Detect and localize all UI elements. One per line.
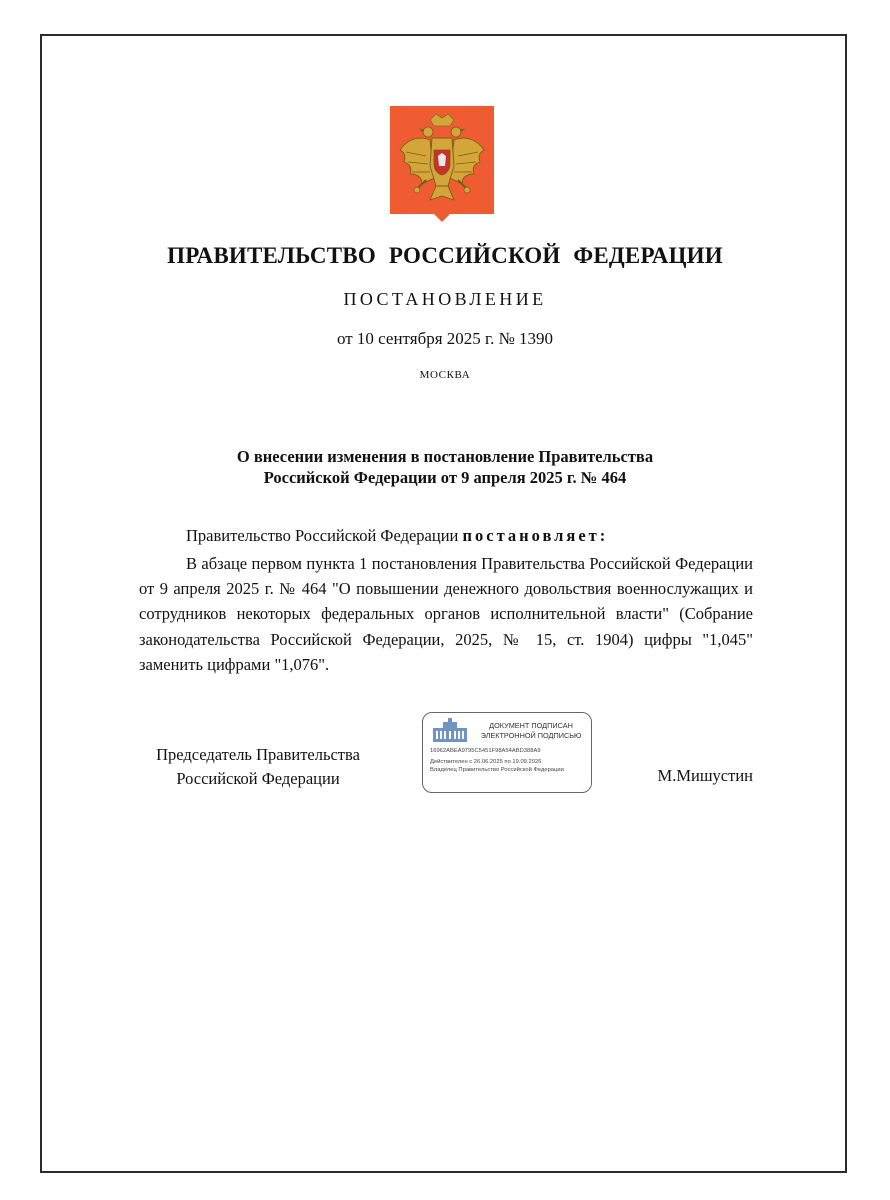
document-date-number: от 10 сентября 2025 г. № 1390 — [336, 329, 554, 348]
stamp-owner: Владелец Правительство Российской Федерации — [430, 767, 564, 773]
signer-title-line: Российской Федерации — [176, 769, 340, 788]
stamp-certificate: 16962ABEA9795C5451F98A54ABD388A9 — [430, 748, 541, 754]
signer-title-line: Председатель Правительства — [156, 745, 360, 764]
decree-word: постановляет: — [462, 526, 609, 545]
document-subject — [0, 446, 890, 488]
government-building-icon — [431, 718, 469, 744]
body-paragraph: В абзаце первом пункта 1 постановления Правительства Российской Федерации от 9 апреля 2025 г. № 464 "О повышении денежного довольствия военнослужащих и сотрудников некоторых федеральных органов исполнительной власти" (Собрание законодательства Российской Федерации, 2025, № 15, ст. 1904) цифры "1,045" заменить цифрами "1,076". — [139, 554, 753, 674]
preamble — [186, 526, 608, 546]
subject-line: О внесении изменения в постановление Правительства — [236, 447, 654, 466]
document-type: ПОСТАНОВЛЕНИЕ — [343, 289, 547, 309]
signer-title — [130, 743, 386, 791]
preamble-lead: Правительство Российской Федерации — [186, 526, 459, 545]
stamp-validity: Действителен с 26.06.2025 по 19.09.2026 — [430, 759, 542, 765]
russian-coat-of-arms-icon — [390, 106, 494, 224]
subject-line: Российской Федерации от 9 апреля 2025 г. № 464 — [263, 468, 627, 487]
stamp-header: ДОКУМЕНТ ПОДПИСАН ЭЛЕКТРОННОЙ ПОДПИСЬЮ — [480, 721, 582, 740]
government-title: ПРАВИТЕЛЬСТВО РОССИЙСКОЙ ФЕДЕРАЦИИ — [167, 243, 723, 268]
document-city: МОСКВА — [419, 369, 471, 381]
signer-name: М.Мишустин — [657, 766, 753, 785]
